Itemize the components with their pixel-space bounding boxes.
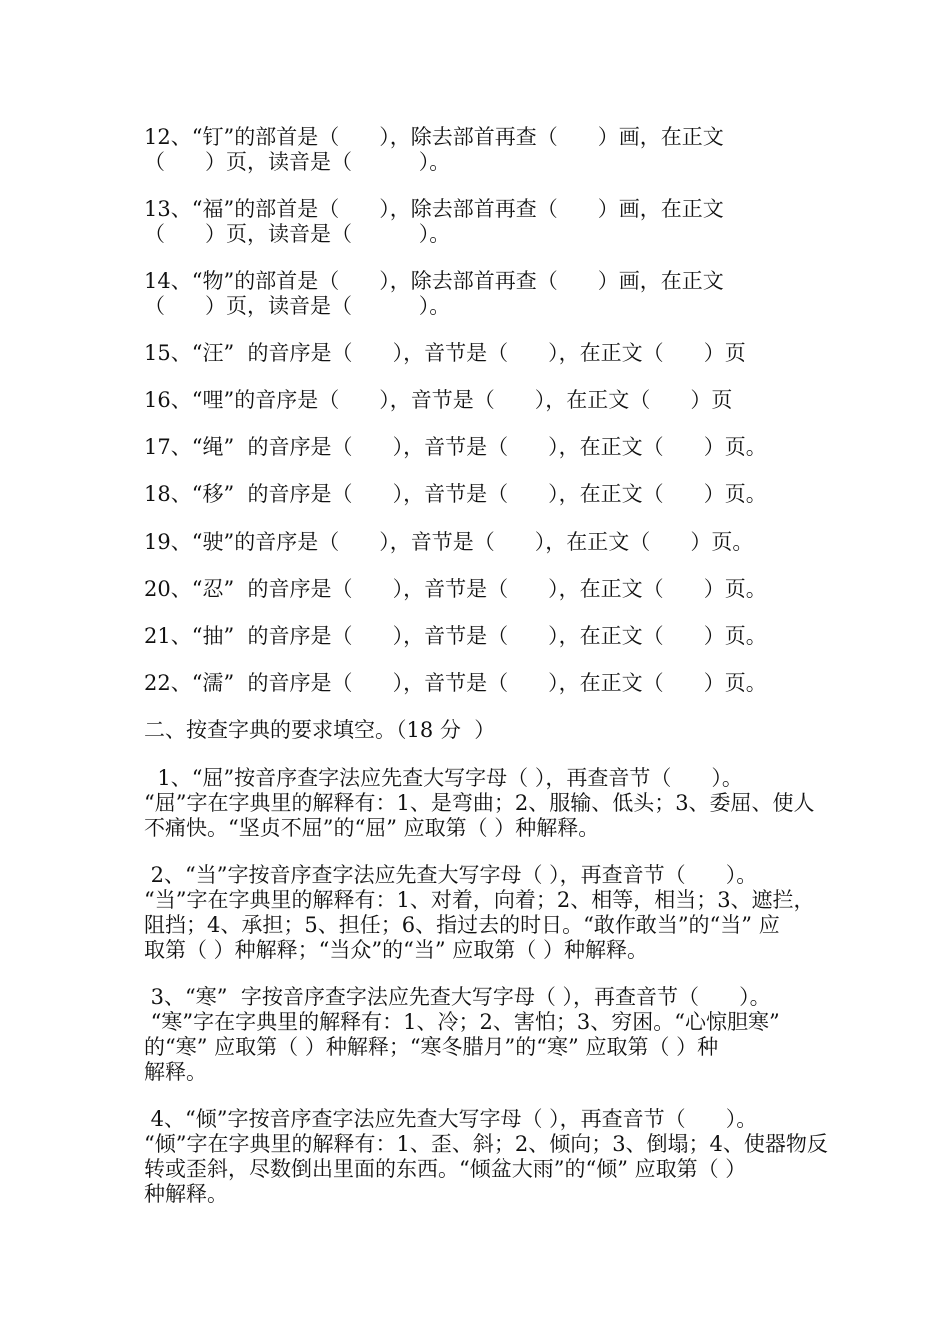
s2-q3-line-3: 的“寒” 应取第（ ）种解释；“寒冬腊月”的“寒” 应取第（ ）种 [144, 1035, 719, 1059]
question-18: 18、“移” 的音序是（ ），音节是（ ），在正文（ ）页。 [144, 482, 767, 506]
s2-q1-line-1: 1、“屈”按音序查字法应先查大写字母（ ），再查音节（ ）。 [144, 766, 743, 790]
s2-q3-line-4: 解释。 [144, 1060, 207, 1084]
s2-q1-line-2: “屈”字在字典里的解释有：1、是弯曲；2、服输、低头；3、委屈、使人 [144, 791, 815, 815]
s2-q2-line-2: “当”字在字典里的解释有：1、对着，向着；2、相等，相当；3、遮拦， [144, 888, 815, 912]
question-21: 21、“抽” 的音序是（ ），音节是（ ），在正文（ ）页。 [144, 624, 767, 648]
question-22: 22、“濡” 的音序是（ ），音节是（ ），在正文（ ）页。 [144, 671, 767, 695]
s2-q2-line-1: 2、“当”字按音序查字法应先查大写字母（ ），再查音节（ ）。 [144, 863, 758, 887]
s2-q2-line-3: 阻挡；4、承担；5、担任；6、指过去的时日。“敢作敢当”的“当” 应 [144, 913, 780, 937]
section-2-heading: 二、按查字典的要求填空。（18 分 ） [144, 718, 496, 742]
s2-q3-line-2: “寒”字在字典里的解释有：1、冷；2、害怕；3、穷困。“心惊胆寒” [144, 1010, 780, 1034]
question-13-line-2: （ ）页，读音是（ ）。 [144, 222, 451, 246]
question-13-line-1: 13、“福”的部首是（ ），除去部首再查（ ）画，在正文 [144, 197, 724, 221]
question-14-line-2: （ ）页，读音是（ ）。 [144, 294, 451, 318]
s2-q4-line-4: 种解释。 [144, 1182, 228, 1206]
question-17: 17、“绳” 的音序是（ ），音节是（ ），在正文（ ）页。 [144, 435, 767, 459]
question-15: 15、“汪” 的音序是（ ），音节是（ ），在正文（ ）页 [144, 341, 746, 365]
s2-q4-line-2: “倾”字在字典里的解释有：1、歪、斜；2、倾向；3、倒塌；4、使器物反 [144, 1132, 828, 1156]
s2-q1-line-3: 不痛快。“坚贞不屈”的“屈” 应取第（ ）种解释。 [144, 816, 600, 840]
question-19: 19、“驶”的音序是（ ），音节是（ ），在正文（ ）页。 [144, 530, 754, 554]
s2-q4-line-3: 转或歪斜，尽数倒出里面的东西。“倾盆大雨”的“倾” 应取第（ ） [144, 1157, 747, 1181]
s2-q3-line-1: 3、“寒” 字按音序查字法应先查大写字母（ ），再查音节（ ）。 [144, 985, 771, 1009]
question-16: 16、“哩”的音序是（ ），音节是（ ），在正文（ ）页 [144, 388, 733, 412]
question-12-line-1: 12、“钉”的部首是（ ），除去部首再查（ ）画，在正文 [144, 125, 724, 149]
s2-q2-line-4: 取第（ ）种解释；“当众”的“当” 应取第（ ）种解释。 [144, 938, 648, 962]
s2-q4-line-1: 4、“倾”字按音序查字法应先查大写字母（ ），再查音节（ ）。 [144, 1107, 758, 1131]
question-20: 20、“忍” 的音序是（ ），音节是（ ），在正文（ ）页。 [144, 577, 767, 601]
question-12-line-2: （ ）页，读音是（ ）。 [144, 150, 451, 174]
question-14-line-1: 14、“物”的部首是（ ），除去部首再查（ ）画，在正文 [144, 269, 724, 293]
